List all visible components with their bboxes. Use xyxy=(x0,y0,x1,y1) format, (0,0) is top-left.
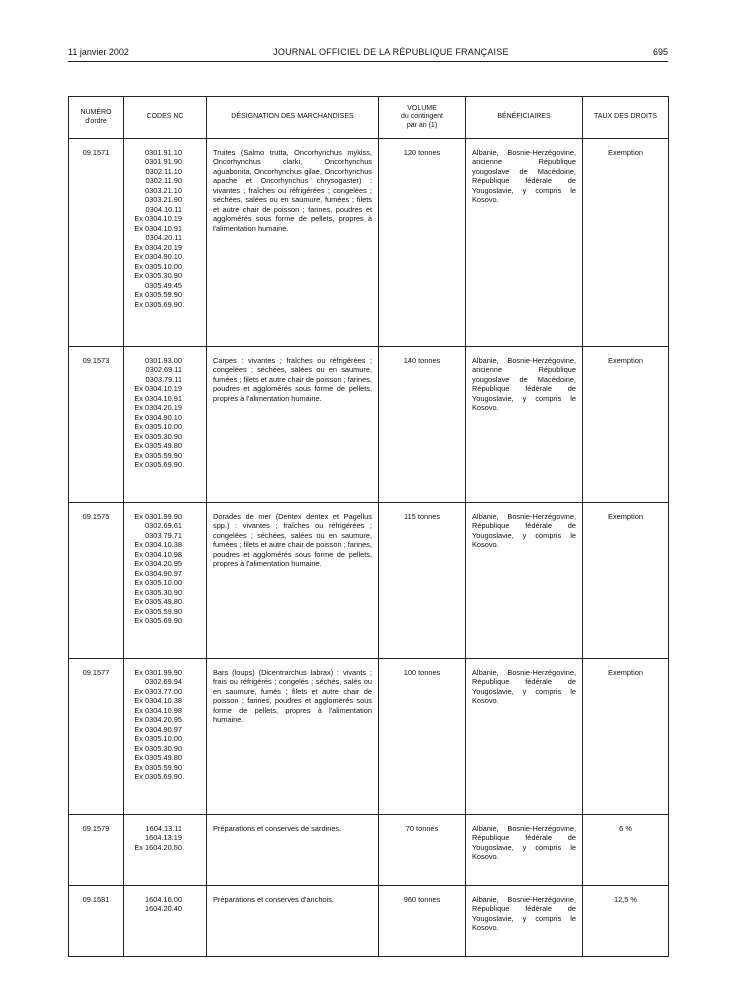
cell-beneficiaires: Albanie, Bosnie-Herzégovine, République fédérale de Yougoslavie, y compris le Kosovo. xyxy=(466,886,583,957)
nc-code: Ex 0303.77.00 xyxy=(134,686,182,696)
nc-code: Ex 0305.59.90 xyxy=(134,450,182,460)
cell-taux: Exemption xyxy=(583,139,669,347)
nc-code: Ex 0304.10.91 xyxy=(134,223,182,233)
nc-code: Ex 0304.90.10 xyxy=(134,412,182,422)
nc-code: 0302.69.11 xyxy=(145,365,182,375)
cell-taux: Exemption xyxy=(583,347,669,503)
nc-code: Ex 0301.99.90 xyxy=(134,668,182,677)
nc-code: Ex 0305.69.90 xyxy=(134,616,182,626)
nc-code: Ex 0304.90.97 xyxy=(134,568,182,578)
cell-numero: 09.1581 xyxy=(69,886,124,957)
nc-code: 0305.49.45 xyxy=(145,280,182,290)
cell-codes-nc xyxy=(124,815,207,886)
nc-code: Ex 0305.69.90 xyxy=(134,299,182,309)
cell-codes-nc xyxy=(124,659,207,815)
nc-code: Ex 0301.99.90 xyxy=(134,512,182,521)
cell-codes-nc xyxy=(124,139,207,347)
nc-code: Ex 0304.20.95 xyxy=(134,715,182,725)
cell-beneficiaires: Albanie, Bosnie-Herzégovine, ancienne République yougoslave de Macédoine, République fédérale de Yougoslavie, y compris le Kosovo. xyxy=(466,139,583,347)
cell-designation: Carpes : vivantes ; fraîches ou réfrigérées ; congelées ; séchées, salées ou en saumure, fumées ; filets et autre chair de poisson ; farines, poudres et agglomérés sous forme de pellets, propres à l'alimentation humaine. xyxy=(207,347,379,503)
cell-designation: Préparations et conserves de sardines. xyxy=(207,815,379,886)
nc-code: Ex 0304.90.97 xyxy=(134,724,182,734)
nc-code: Ex 0305.30.90 xyxy=(134,271,182,281)
nc-code: Ex 0304.90.10 xyxy=(134,252,182,262)
nc-code: Ex 0304.10.91 xyxy=(134,393,182,403)
nc-code: Ex 0305.30.90 xyxy=(134,587,182,597)
table-row xyxy=(69,139,669,347)
nc-code: Ex 0304.20.19 xyxy=(134,403,182,413)
table-row xyxy=(69,659,669,815)
nc-code: Ex 0305.10.00 xyxy=(134,734,182,744)
col-header-codes: CODES NC xyxy=(124,97,207,139)
cell-beneficiaires: Albanie, Bosnie-Herzégovine, République fédérale de Yougoslavie, y compris le Kosovo. xyxy=(466,503,583,659)
nc-code: Ex 0304.10.19 xyxy=(134,214,182,224)
cell-codes-nc xyxy=(124,347,207,503)
nc-code: Ex 0304.10.38 xyxy=(134,540,182,550)
nc-code: 0301.91.10 xyxy=(145,148,182,157)
nc-code: 1604.13.11 xyxy=(145,824,182,833)
nc-code: Ex 0305.10.00 xyxy=(134,261,182,271)
nc-code: 0302.11.90 xyxy=(145,176,182,186)
nc-code: Ex 0304.10.19 xyxy=(134,384,182,394)
nc-code: 0304.10.11 xyxy=(145,204,182,214)
header-date: 11 janvier 2002 xyxy=(68,47,129,57)
nc-code: 0304.20.11 xyxy=(145,233,182,243)
nc-code: 0303.21.10 xyxy=(145,185,182,195)
header-rule xyxy=(68,61,668,62)
nc-code: Ex 0304.20.19 xyxy=(134,242,182,252)
cell-codes-nc xyxy=(124,886,207,957)
cell-numero: 09.1579 xyxy=(69,815,124,886)
nc-code: Ex 0304.10.98 xyxy=(134,705,182,715)
table-row xyxy=(69,347,669,503)
page-number: 695 xyxy=(652,47,668,57)
nc-code: Ex 0305.10.00 xyxy=(134,422,182,432)
nc-code: 1604.13.19 xyxy=(145,833,182,843)
cell-beneficiaires: Albanie, Bosnie-Herzégovine, ancienne République yougoslave de Macédoine, République fédérale de Yougoslavie, y compris le Kosovo. xyxy=(466,347,583,503)
cell-designation: Truites (Salmo trutta, Oncorhynchus mykiss, Oncorhynchus clarki, Oncorhynchus aguabonita, Oncorhynchus gilae, Oncorhynchus apache et Oncorhynchus chrysogaster) : vivantes ; fraîches ou réfrigérées ; congelées ; séchées, salées ou en saumure, fumées ; filets et autre chair de poisson ; farines, poudres et agglomérés sous forme de pellets, propres à l'alimentation humaine. xyxy=(207,139,379,347)
table-body xyxy=(69,139,669,957)
nc-code: Ex 0304.10.38 xyxy=(134,696,182,706)
col-header-numero: NUMÉRO d'ordre xyxy=(69,97,124,139)
cell-numero: 09.1575 xyxy=(69,503,124,659)
nc-code: Ex 0304.10.98 xyxy=(134,549,182,559)
table-header-row xyxy=(69,97,669,139)
cell-designation: Préparations et conserves d'anchois. xyxy=(207,886,379,957)
nc-code: 1604.20.40 xyxy=(145,904,182,914)
nc-code: Ex 0305.30.90 xyxy=(134,431,182,441)
table-row xyxy=(69,815,669,886)
nc-code: Ex 0305.59.90 xyxy=(134,606,182,616)
nc-code: 0302.69.61 xyxy=(145,521,182,531)
nc-code: Ex 0305.49.80 xyxy=(134,597,182,607)
cell-numero: 09.1571 xyxy=(69,139,124,347)
cell-taux: Exemption xyxy=(583,503,669,659)
col-header-volume: VOLUME du contingent par an (1) xyxy=(379,97,466,139)
cell-numero: 09.1573 xyxy=(69,347,124,503)
col-header-beneficiaires: BÉNÉFICIAIRES xyxy=(466,97,583,139)
page-header xyxy=(68,44,668,60)
nc-code: 0302.69.94 xyxy=(145,677,182,687)
nc-code: 0303.79.71 xyxy=(145,530,182,540)
nc-code: 0302.11.10 xyxy=(145,166,182,176)
cell-beneficiaires: Albanie, Bosnie-Herzégovine, République fédérale de Yougoslavie, y compris le Kosovo. xyxy=(466,815,583,886)
nc-code: Ex 0304.20.95 xyxy=(134,559,182,569)
nc-code: 0303.79.11 xyxy=(145,374,182,384)
nc-code: Ex 0305.49.80 xyxy=(134,753,182,763)
nc-code: Ex 1604.20.50 xyxy=(134,842,182,852)
nc-code: Ex 0305.69.90 xyxy=(134,460,182,470)
nc-code: Ex 0305.30.90 xyxy=(134,743,182,753)
cell-volume: 960 tonnes xyxy=(379,886,466,957)
cell-taux: 6 % xyxy=(583,815,669,886)
table-row xyxy=(69,503,669,659)
nc-code: 0301.93.00 xyxy=(145,356,182,365)
nc-code: Ex 0305.10.00 xyxy=(134,578,182,588)
cell-volume: 140 tonnes xyxy=(379,347,466,503)
cell-volume: 120 tonnes xyxy=(379,139,466,347)
table-row xyxy=(69,886,669,957)
cell-volume: 100 tonnes xyxy=(379,659,466,815)
nc-code: Ex 0305.69.90 xyxy=(134,772,182,782)
cell-designation: Bars (loups) (Dicentrarchus labrax) : vivants ; frais ou réfrigérés ; congelés ; séchés, salés ou en saumure, fumés ; filets et autre chair de poisson ; farines, poudres et agglomérés sous forme de pellets, propres à l'alimentation humaine. xyxy=(207,659,379,815)
nc-code: Ex 0305.49.80 xyxy=(134,441,182,451)
journal-title: JOURNAL OFFICIEL DE LA RÉPUBLIQUE FRANÇAISE xyxy=(273,47,509,57)
tariff-quota-table xyxy=(68,96,669,957)
cell-taux: Exemption xyxy=(583,659,669,815)
nc-code: Ex 0305.59.90 xyxy=(134,762,182,772)
cell-codes-nc xyxy=(124,503,207,659)
nc-code: Ex 0305.59.90 xyxy=(134,290,182,300)
nc-code: 0303.21.90 xyxy=(145,195,182,205)
col-header-taux: TAUX DES DROITS xyxy=(583,97,669,139)
cell-numero: 09.1577 xyxy=(69,659,124,815)
col-header-designation: DÉSIGNATION DES MARCHANDISES xyxy=(207,97,379,139)
cell-volume: 70 tonnes xyxy=(379,815,466,886)
cell-volume: 115 tonnes xyxy=(379,503,466,659)
nc-code: 0301.91.90 xyxy=(145,157,182,167)
cell-designation: Dorades de mer (Dentex dentex et Pagellus spp.) : vivantes ; fraîches ou réfrigérées ; congelées ; séchées, salées ou en saumure, fumées ; filets et autre chair de poisson ; farines, poudres et agglomérés sous forme de pellets, propres à l'alimentation humaine. xyxy=(207,503,379,659)
nc-code: 1604.16.00 xyxy=(145,895,182,904)
cell-taux: 12,5 % xyxy=(583,886,669,957)
cell-beneficiaires: Albanie, Bosnie-Herzégovine, République fédérale de Yougoslavie, y compris le Kosovo. xyxy=(466,659,583,815)
